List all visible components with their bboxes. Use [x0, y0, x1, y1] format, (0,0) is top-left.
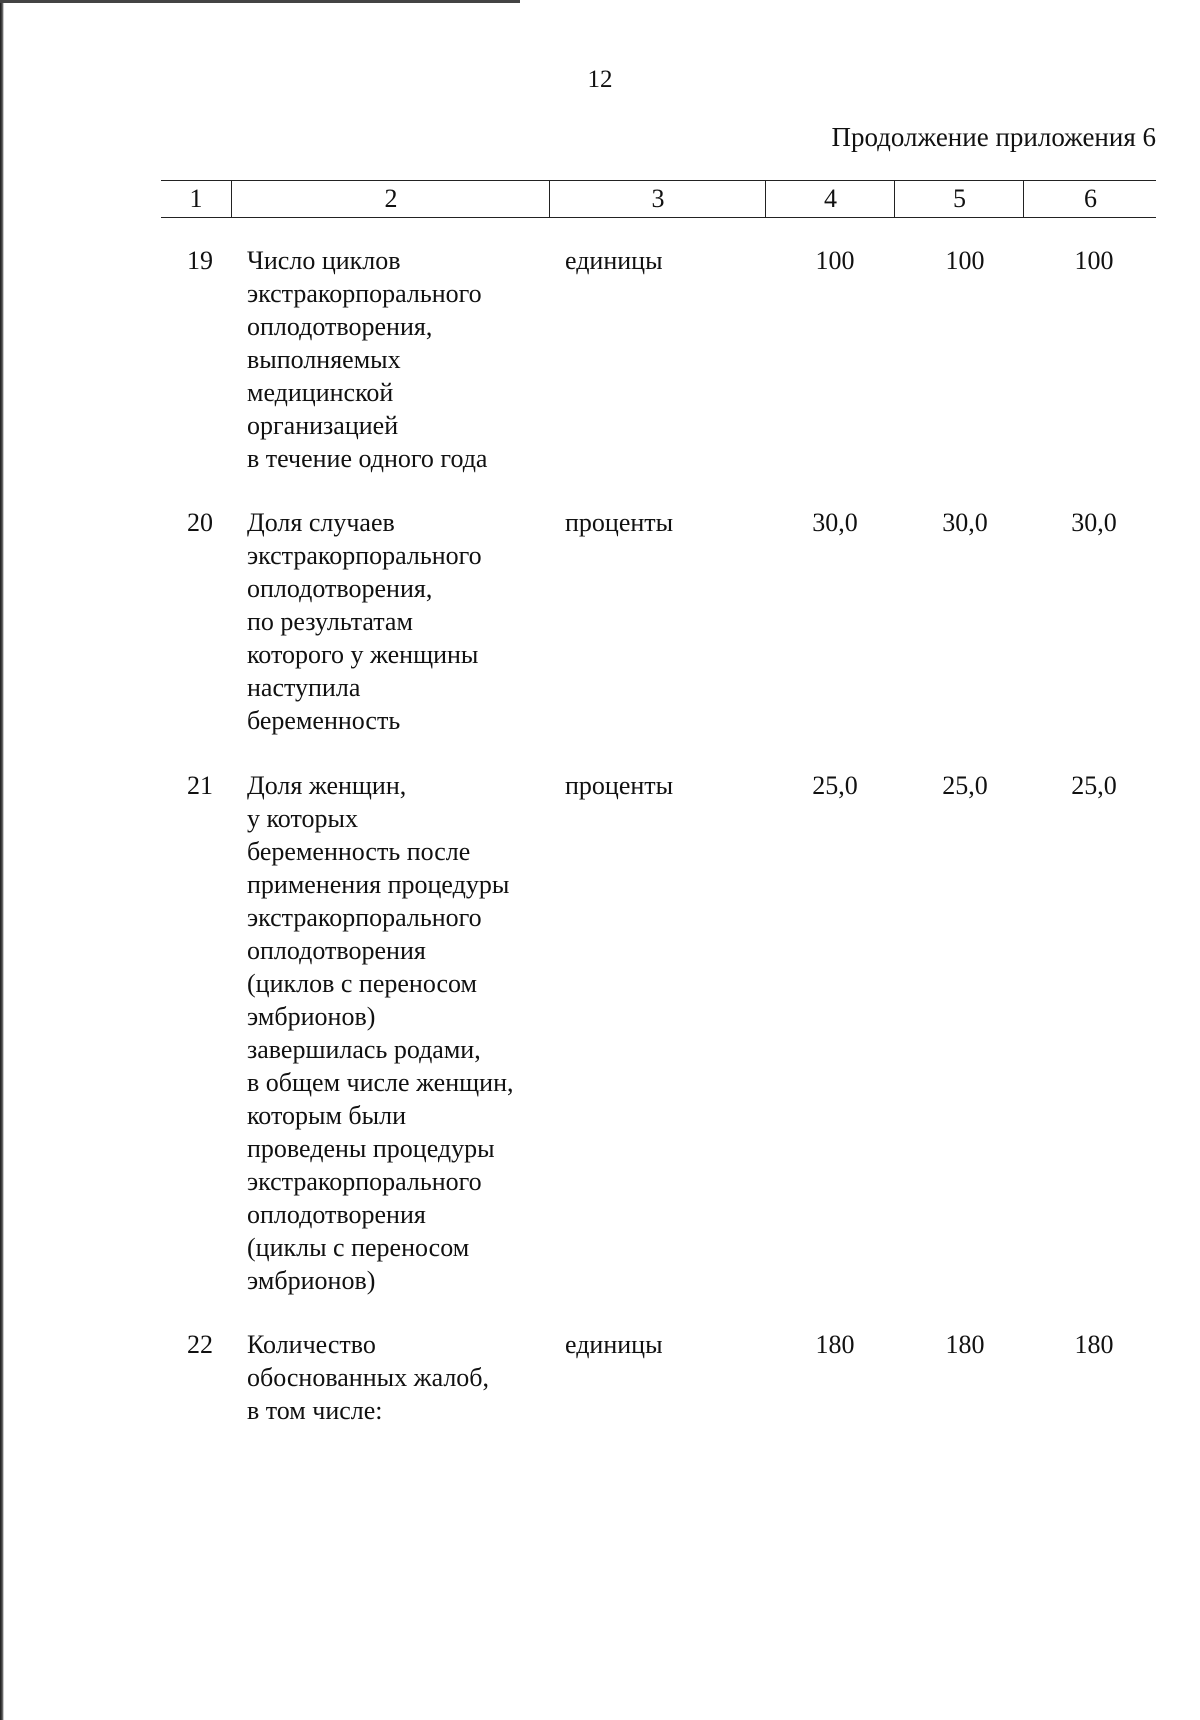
- value-col-4: 25,0: [812, 771, 858, 800]
- header-cell-5: 5: [894, 181, 1024, 217]
- value-col-4: 100: [815, 246, 855, 275]
- header-cell-2: 2: [231, 181, 550, 217]
- value-col-4: 30,0: [812, 508, 858, 537]
- indicator-name: Число циклов экстракорпорального оплодотворения, выполняемых медицинской организацией в течение одного года: [247, 246, 488, 473]
- header-cell-4: 4: [765, 181, 895, 217]
- value-col-6: 180: [1074, 1330, 1114, 1359]
- value-col-5: 180: [945, 1330, 985, 1359]
- header-cell-6: 6: [1023, 181, 1157, 217]
- value-col-6: 25,0: [1071, 771, 1117, 800]
- row-number: 22: [187, 1330, 213, 1359]
- unit: проценты: [565, 508, 674, 537]
- appendix-caption: Продолжение приложения 6: [831, 122, 1156, 152]
- row-number: 20: [187, 508, 213, 537]
- value-col-6: 30,0: [1071, 508, 1117, 537]
- value-col-5: 30,0: [942, 508, 988, 537]
- unit: единицы: [565, 246, 663, 275]
- scan-edge-left: [0, 0, 4, 1720]
- row-number: 19: [187, 246, 213, 275]
- value-col-4: 180: [815, 1330, 855, 1359]
- indicator-name: Доля случаев экстракорпорального оплодотворения, по результатам которого у женщины наступила беременность: [247, 508, 482, 735]
- table-header: [161, 180, 1156, 218]
- value-col-6: 100: [1074, 246, 1114, 275]
- indicator-name: Доля женщин, у которых беременность после применения процедуры экстракорпорального оплодотворения (циклов с переносом эмбрионов) завершилась родами, в общем числе женщин, которым были проведены процедуры экстракорпорального оплодотворения (циклы с переносом эмбрионов): [247, 771, 514, 1295]
- unit: проценты: [565, 771, 674, 800]
- indicator-name: Количество обоснованных жалоб, в том числе:: [247, 1330, 490, 1425]
- header-cell-3: 3: [549, 181, 766, 217]
- row-number: 21: [187, 771, 213, 800]
- scan-edge-top: [0, 0, 520, 3]
- page-number: 12: [587, 66, 613, 93]
- unit: единицы: [565, 1330, 663, 1359]
- header-cell-1: 1: [189, 184, 203, 213]
- value-col-5: 25,0: [942, 771, 988, 800]
- value-col-5: 100: [945, 246, 985, 275]
